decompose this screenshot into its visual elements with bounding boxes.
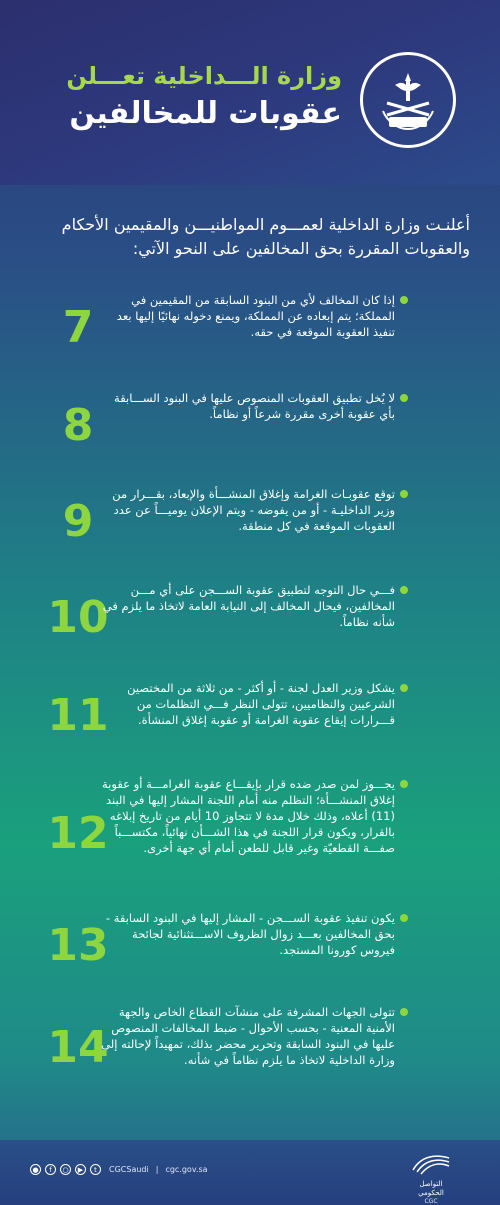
- item-text: لا يُخل تطبيق العقوبات المنصوص عليها في البنود الســـابقة بأي عقوبة أخرى مقررة شرعاً أو نظاماً.: [114, 391, 395, 421]
- youtube-icon[interactable]: ▶: [75, 1164, 86, 1175]
- item-text: توقع عقوبـات الغرامة وإغلاق المنشـــأة والإبعاد، بقـــرار من وزير الداخليـة - أو من يفوضه - ويتم الإعلان يوميـــاً عن عدد العقوبات الموقعة في كل منطقة.: [112, 487, 395, 533]
- footer: [0, 1140, 500, 1205]
- item-text: فـــي حال التوجه لتطبيق عقوبة الســـجن على أي مـــن المخالفين، فيحال المخالف إلى النيابة العامة لاتخاذ ما يلزم في شأنه نظاماً.: [102, 583, 395, 629]
- instagram-icon[interactable]: ○: [60, 1164, 71, 1175]
- bullet-icon: [400, 296, 408, 304]
- item-number: 7: [62, 302, 94, 353]
- item-text: يجـــوز لمن صدر ضده قرار بإيقـــاع عقوبة الغرامـــة أو عقوبة إغلاق المنشـــأة؛ التظلم منه أمام اللجنة المشار إليها في البند (11) أعلاه، وذلك خلال مدة لا تتجاوز 10 أيام من تاريخ إبلاغه بالقرار، ويكون قرار اللجنة في هذا الشـــأن نهائياً، مكتســـباً صفـــة القطعيّة وغير قابل للطعن أمام أي جهة أخرى.: [102, 777, 395, 855]
- item-text: يشكل وزير العدل لجنة - أو أكثر - من ثلاثة من المختصين الشرعيين والنظاميين، تتولى النظر فـــي التظلمات من قـــرارات إيقاع عقوبة الغرامة أو عقوبة إغلاق المنشأة.: [127, 681, 395, 727]
- header: [0, 0, 500, 185]
- list-item: [0, 680, 500, 780]
- item-number: 8: [62, 400, 94, 451]
- ministry-emblem-icon: [360, 52, 456, 148]
- list-item: [0, 582, 500, 682]
- ministry-announcement: وزارة الـــداخلية تعـــلن: [66, 62, 342, 90]
- list-item: [0, 776, 500, 886]
- intro-text: أعلنـت وزارة الداخلية لعمـــوم المواطنيـــن والمقيمين الأحكام والعقوبات المقررة بحق المخالفين على النحو الآتي:: [61, 215, 470, 258]
- snapchat-icon[interactable]: ●: [30, 1164, 41, 1175]
- website-link[interactable]: cgc.gov.sa: [165, 1165, 208, 1174]
- bullet-icon: [400, 780, 408, 788]
- twitter-icon[interactable]: t: [90, 1164, 101, 1175]
- list-item: [0, 910, 500, 1010]
- item-number: 14: [47, 1022, 109, 1073]
- page-title: عقوبات للمخالفين: [69, 96, 342, 131]
- social-links: [30, 1164, 208, 1175]
- cgc-logo: [406, 1150, 456, 1205]
- facebook-icon[interactable]: f: [45, 1164, 56, 1175]
- cgc-logo-english: CGC: [424, 1198, 438, 1205]
- item-number: 12: [47, 808, 109, 859]
- item-number: 9: [62, 496, 94, 547]
- bullet-icon: [400, 914, 408, 922]
- bullet-icon: [400, 1008, 408, 1016]
- cgc-logo-arabic: التواصل الحكومي: [418, 1180, 444, 1197]
- list-item: [0, 292, 500, 392]
- item-number: 11: [47, 690, 109, 741]
- list-item: [0, 390, 500, 490]
- item-text: يكون تنفيذ عقوبة الســـجن - المشار إليها في البنود السابقة - بحق المخالفين بعـــد زوال الظروف الاســـتثنائية لجائحة فيروس كورونا المستجد.: [105, 911, 395, 957]
- item-number: 10: [47, 592, 109, 643]
- social-handle[interactable]: CGCSaudi: [109, 1165, 149, 1174]
- bullet-icon: [400, 394, 408, 402]
- item-number: 13: [47, 920, 109, 971]
- item-text: إذا كان المخالف لأي من البنود السابقة من المقيمين في المملكة؛ يتم إبعاده عن المملكة، ويمنع دخوله نهائيًا إليها بعد تنفيذ العقوبة الموقعة في حقه.: [116, 293, 395, 339]
- bullet-icon: [400, 684, 408, 692]
- bullet-icon: [400, 490, 408, 498]
- footer-separator: |: [155, 1165, 159, 1174]
- list-item: [0, 1004, 500, 1104]
- bullet-icon: [400, 586, 408, 594]
- item-text: تتولى الجهات المشرفة على منشآت القطاع الخاص والجهة الأمنية المعنية - بحسب الأحوال - ضبط المخالفات المنصوص عليها في البنود السابقة وتحرير محضر بذلك، تمهيداً لإحالته إلى وزارة الداخلية لاتخاذ ما يلزم نظاماً في شأنه.: [101, 1005, 395, 1067]
- list-item: [0, 486, 500, 586]
- cgc-logo-icon: [409, 1150, 453, 1176]
